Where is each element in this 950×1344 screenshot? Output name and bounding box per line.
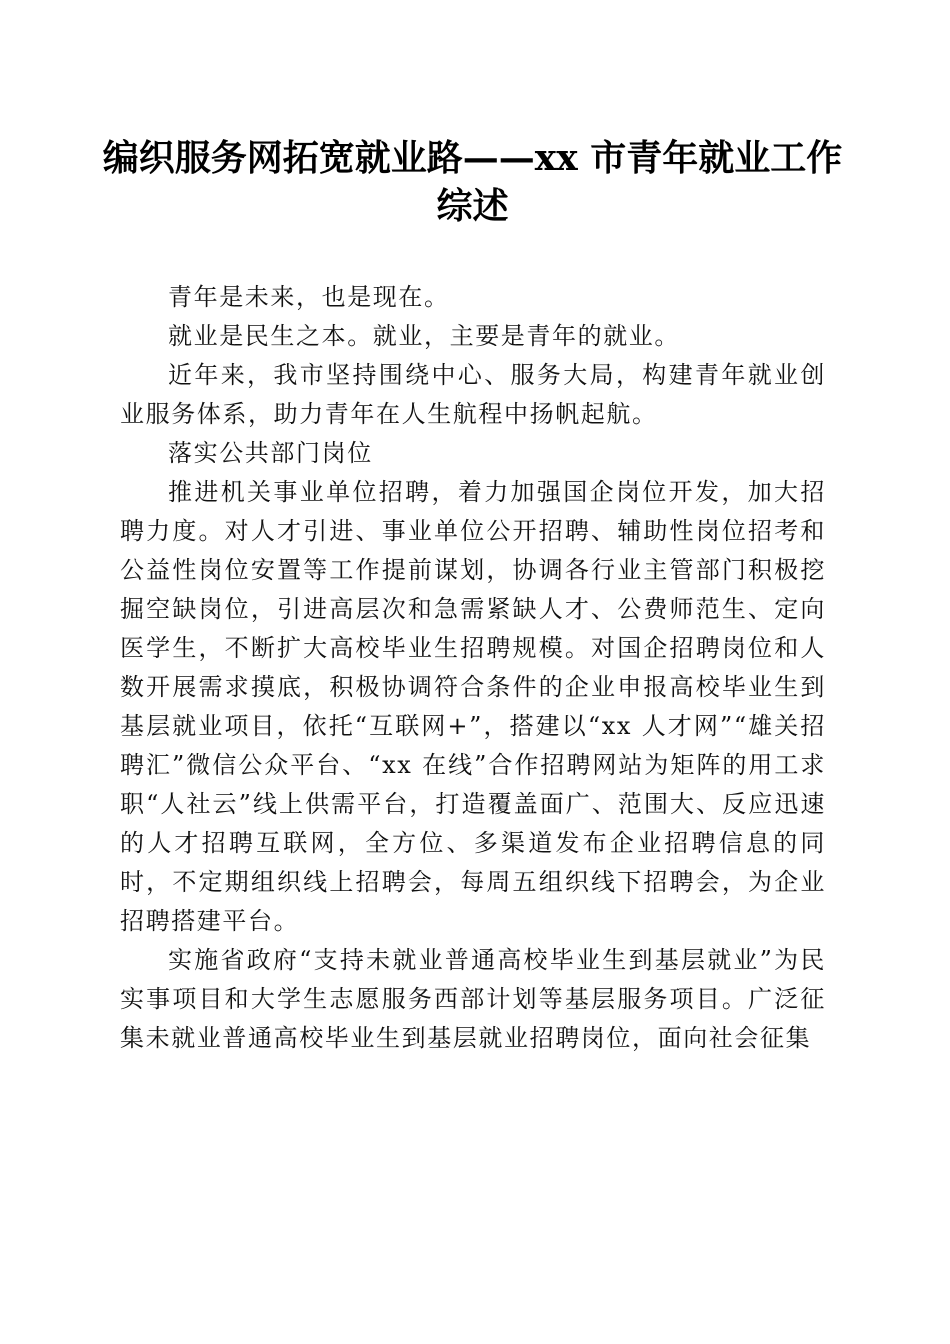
paragraph-employment-basis: 就业是民生之本。就业，主要是青年的就业。 bbox=[168, 322, 680, 350]
paragraph-intro: 青年是未来，也是现在。 bbox=[168, 283, 450, 311]
section-heading-public-positions: 落实公共部门岗位 bbox=[168, 439, 373, 467]
document-body bbox=[120, 278, 826, 1058]
document-title: 编织服务网拓宽就业路——xx 市青年就业工作综述 bbox=[102, 137, 843, 227]
paragraph-recent-years: 近年来，我市坚持围绕中心、服务大局，构建青年就业创业服务体系，助力青年在人生航程中扬帆起航。 bbox=[120, 361, 826, 428]
paragraph-provincial-project: 实施省政府“支持未就业普通高校毕业生到基层就业”为民实事项目和大学生志愿服务西部计划等基层服务项目。广泛征集未就业普通高校毕业生到基层就业招聘岗位，面向社会征集 bbox=[120, 946, 826, 1052]
paragraph-recruitment: 推进机关事业单位招聘，着力加强国企岗位开发，加大招聘力度。对人才引进、事业单位公开招聘、辅助性岗位招考和公益性岗位安置等工作提前谋划，协调各行业主管部门积极挖掘空缺岗位，引进高层次和急需紧缺人才、公费师范生、定向医学生，不断扩大高校毕业生招聘规模。对国企招聘岗位和人数开展需求摸底，积极协调符合条件的企业申报高校毕业生到基层就业项目，依托“互联网+”，搭建以“xx 人才网”“雄关招聘汇”微信公众平台、“xx 在线”合作招聘网站为矩阵的用工求职“人社云”线上供需平台，打造覆盖面广、范围大、反应迅速的人才招聘互联网，全方位、多渠道发布企业招聘信息的同时，不定期组织线上招聘会，每周五组织线下招聘会，为企业招聘搭建平台。 bbox=[120, 478, 826, 935]
